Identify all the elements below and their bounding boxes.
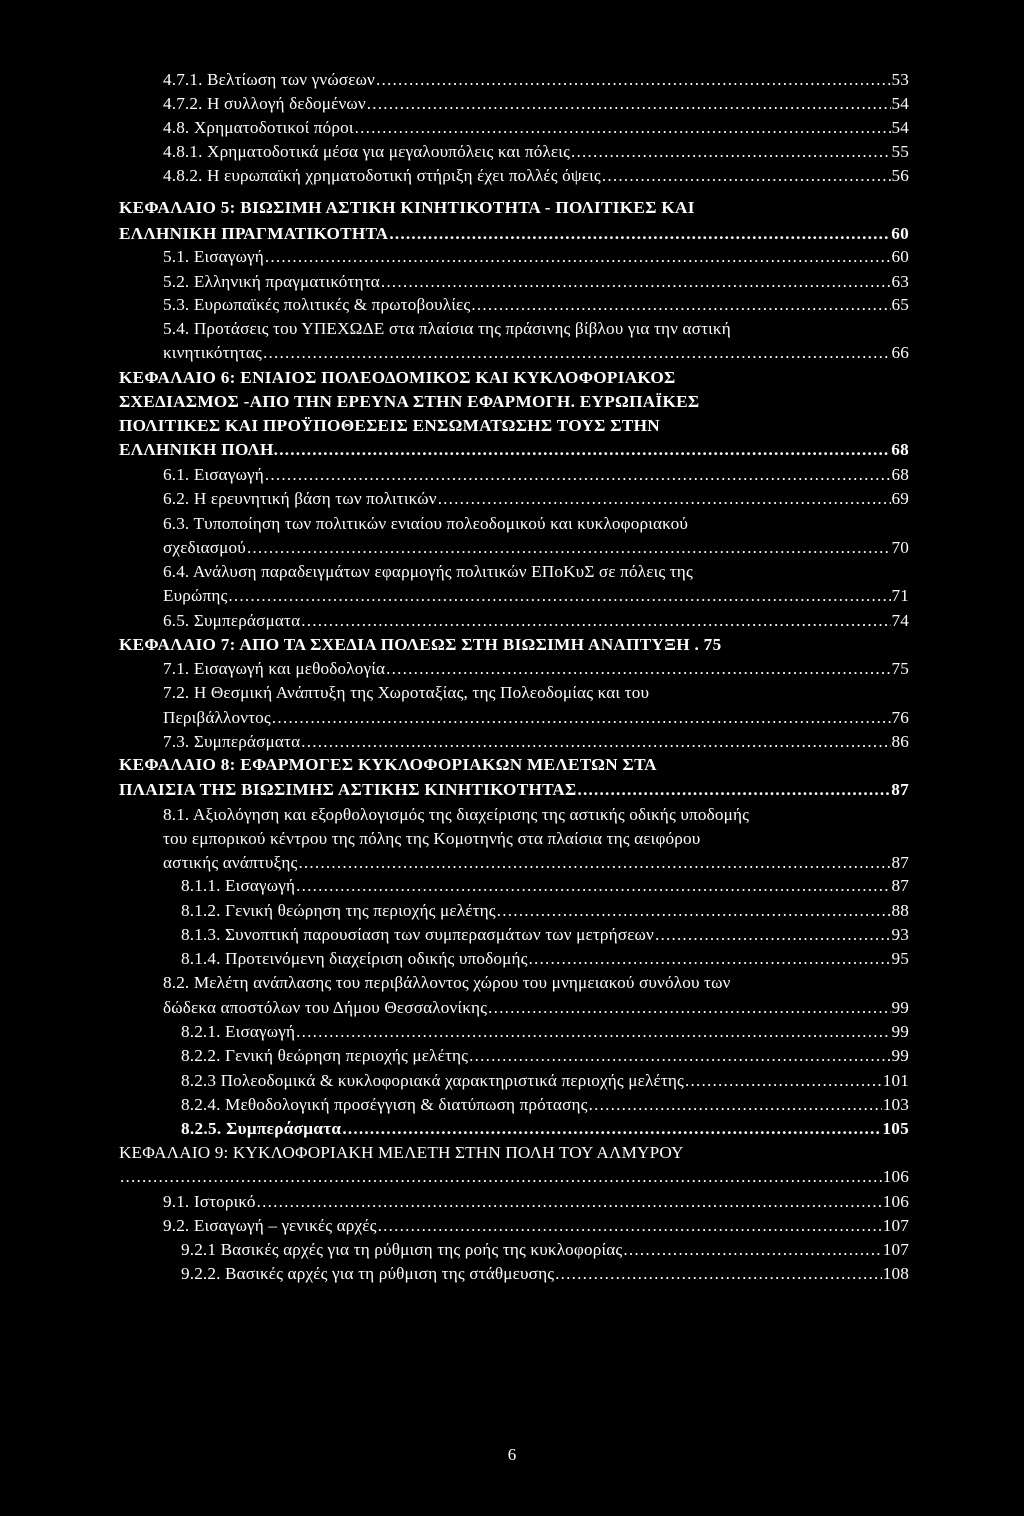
toc-entry-page: 68 (891, 440, 909, 459)
toc-entry-page: 75 (891, 659, 909, 678)
toc-entry-page: 86 (891, 732, 909, 751)
toc-entry-page: 106 (882, 1167, 909, 1186)
toc-entry-title: 8.1.2. Γενική θεώρηση της περιοχής μελέτης (181, 901, 496, 920)
toc-leader-dots (386, 657, 890, 681)
toc-entry-title: 7.3. Συμπεράσματα (163, 732, 301, 751)
toc-leader-dots (471, 293, 890, 317)
toc-entry-title: 7.1. Εισαγωγή και μεθοδολογία (163, 659, 386, 678)
toc-leader-dots (279, 438, 890, 462)
toc-entry-title: κινητικότητας (163, 343, 263, 362)
toc-entry-page: 63 (891, 272, 909, 291)
toc-entry-title: ΚΕΦΑΛΑΙΟ 7: ΑΠΟ ΤΑ ΣΧΕΔΙΑ ΠΟΛΕΩΣ ΣΤΗ ΒΙΩΣΙΜΗ ΑΝΑΠΤΥΞΗ . 75 (119, 635, 722, 654)
toc-entry-page: 99 (891, 998, 909, 1017)
toc-entry-page: 88 (891, 901, 909, 920)
toc-leader-dots (272, 706, 891, 730)
toc-leader-dots (378, 1214, 882, 1238)
toc-entry-title: Περιβάλλοντος (163, 708, 271, 727)
toc-entry-page: 76 (891, 708, 909, 727)
toc-entry-title: 8.2.1. Εισαγωγή (181, 1022, 296, 1041)
toc-entry-title: 5.4. Προτάσεις του ΥΠΕΧΩΔΕ στα πλαίσια της πράσινης βίβλου για την αστική (163, 319, 731, 338)
toc-entry-page: 105 (882, 1119, 909, 1138)
toc-entry-page: 87 (891, 853, 909, 872)
toc-leader-dots (381, 270, 891, 294)
toc-entry-page: 70 (891, 538, 909, 557)
toc-leader-dots (488, 996, 890, 1020)
toc-entry-title: 4.8.2. Η ευρωπαϊκή χρηματοδοτική στήριξη έχει πολλές όψεις (163, 166, 601, 185)
toc-entry-page: 60 (891, 247, 909, 266)
toc-entry-page: 99 (891, 1022, 909, 1041)
toc-entry-title: ΚΕΦΑΛΑΙΟ 6: ΕΝΙΑΙΟΣ ΠΟΛΕΟΔΟΜΙΚΟΣ ΚΑΙ ΚΥΚΛΟΦΟΡΙΑΚΟΣ (119, 368, 676, 387)
toc-entry-title: 6.5. Συμπεράσματα (163, 611, 301, 630)
toc-entry-page: 93 (891, 925, 909, 944)
toc-entry-page: 95 (891, 949, 909, 968)
toc-entry-title: 8.2.3 Πολεοδομικά & κυκλοφοριακά χαρακτηριστικά περιοχής μελέτης (181, 1071, 685, 1090)
toc-leader-dots (263, 341, 890, 365)
toc-entry-page: 68 (891, 465, 909, 484)
toc-entry-title: αστικής ανάπτυξης (163, 853, 298, 872)
toc-leader-dots (301, 609, 890, 633)
toc-leader-dots (298, 851, 890, 875)
toc-leader-dots (228, 584, 890, 608)
toc-leader-dots (389, 222, 890, 246)
toc-leader-dots (257, 1190, 882, 1214)
toc-entry-page: 87 (891, 876, 909, 895)
toc-leader-dots (589, 1093, 882, 1117)
toc-entry-title: Ευρώπης (163, 586, 228, 605)
toc-entry-page: 60 (891, 224, 909, 243)
toc-entry-page: 103 (882, 1095, 909, 1114)
toc-leader-dots (555, 1262, 882, 1286)
toc-entry-title: 8.2. Μελέτη ανάπλασης του περιβάλλοντος χώρου του μνημειακού συνόλου των (163, 973, 731, 992)
toc-entry-page: 108 (882, 1264, 909, 1283)
toc-entry-title: 9.2.1 Βασικές αρχές για τη ρύθμιση της ροής της κυκλοφορίας (181, 1240, 623, 1259)
toc-entry-title: 5.1. Εισαγωγή (163, 247, 264, 266)
toc-entry-page: 65 (891, 295, 909, 314)
toc-entry-page: 99 (891, 1046, 909, 1065)
toc-entry-title: 8.2.2. Γενική θεώρηση περιοχής μελέτης (181, 1046, 469, 1065)
toc-leader-dots (438, 487, 891, 511)
toc-leader-dots (355, 116, 891, 140)
toc-entry-title: 9.2. Εισαγωγή – γενικές αρχές (163, 1216, 377, 1235)
toc-entry-title: 4.7.1. Βελτίωση των γνώσεων (163, 70, 375, 89)
toc-entry-title: 5.3. Ευρωπαϊκές πολιτικές & πρωτοβουλίες (163, 295, 471, 314)
toc-leader-dots (469, 1044, 890, 1068)
toc-leader-dots (685, 1069, 882, 1093)
toc-entry-page: 54 (891, 94, 909, 113)
toc-entry-page: 87 (891, 780, 909, 799)
toc-entry-title: 8.1. Αξιολόγηση και εξορθολογισμός της διαχείρισης της αστικής οδικής υποδομής (163, 805, 750, 824)
toc-entry-title: 8.1.4. Προτεινόμενη διαχείριση οδικής υποδομής (181, 949, 528, 968)
toc-entry-title: 6.1. Εισαγωγή (163, 465, 264, 484)
toc-entry-title: σχεδιασμού (163, 538, 246, 557)
toc-entry-title: ΚΕΦΑΛΑΙΟ 8: ΕΦΑΡΜΟΓΕΣ ΚΥΚΛΟΦΟΡΙΑΚΩΝ ΜΕΛΕΤΩΝ ΣΤΑ (119, 755, 657, 774)
toc-leader-dots (529, 947, 891, 971)
toc-leader-dots (296, 1020, 890, 1044)
toc-leader-dots (301, 730, 890, 754)
toc-entry-title: 9.1. Ιστορικό (163, 1192, 256, 1211)
toc-entry-page: 54 (891, 118, 909, 137)
toc-entry-title: 6.4. Ανάλυση παραδειγμάτων εφαρμογής πολιτικών ΕΠοΚυΣ σε πόλεις της (163, 562, 693, 581)
toc-entry-page: 107 (882, 1240, 909, 1259)
toc-entry-title: ΕΛΛΗΝΙΚΗ ΠΟΛΗ. (119, 440, 279, 459)
toc-entry-page: 101 (882, 1071, 909, 1090)
toc-entry-title: του εμπορικού κέντρου της πόλης της Κομοτηνής στα πλαίσια της αειφόρου (163, 829, 701, 848)
toc-entry-title: 4.8.1. Χρηματοδοτικά μέσα για μεγαλουπόλεις και πόλεις (163, 142, 571, 161)
page-number: 6 (507, 1445, 517, 1464)
toc-leader-dots (342, 1117, 881, 1141)
toc-entry-title: 6.3. Τυποποίηση των πολιτικών ενιαίου πολεοδομικού και κυκλοφοριακού (163, 514, 688, 533)
toc-entry-title: 8.1.1. Εισαγωγή (181, 876, 296, 895)
toc-entry-page: 74 (891, 611, 909, 630)
toc-entry-page: 106 (882, 1192, 909, 1211)
toc-leader-dots (602, 164, 891, 188)
toc-entry-page: 107 (882, 1216, 909, 1235)
toc-leader-dots (247, 536, 891, 560)
toc-entry-title: 9.2.2. Βασικές αρχές για τη ρύθμιση της στάθμευσης (181, 1264, 555, 1283)
toc-entry-title: 4.8. Χρηματοδοτικοί πόροι (163, 118, 354, 137)
toc-leader-dots (265, 463, 891, 487)
toc-leader-dots (571, 140, 890, 164)
toc-entry-title: ΠΛΑΙΣΙΑ ΤΗΣ ΒΙΩΣΙΜΗΣ ΑΣΤΙΚΗΣ ΚΙΝΗΤΙΚΟΤΗΤΑΣ (119, 780, 577, 799)
toc-leader-dots (265, 245, 891, 269)
toc-entry-title: 5.2. Ελληνική πραγματικότητα (163, 272, 380, 291)
toc-leader-dots (578, 778, 891, 802)
toc-entry-page: 56 (891, 166, 909, 185)
toc-entry-title: ΚΕΦΑΛΑΙΟ 9: ΚΥΚΛΟΦΟΡΙΑΚΗ ΜΕΛΕΤΗ ΣΤΗΝ ΠΟΛΗ ΤΟΥ ΑΛΜΥΡΟΥ (119, 1143, 684, 1162)
toc-entry-title: ΠΟΛΙΤΙΚΕΣ ΚΑΙ ΠΡΟΫΠΟΘΕΣΕΙΣ ΕΝΣΩΜΑΤΩΣΗΣ ΤΟΥΣ ΣΤΗΝ (119, 416, 660, 435)
toc-entry-title: δώδεκα αποστόλων του Δήμου Θεσσαλονίκης (163, 998, 488, 1017)
toc-entry-page: 69 (891, 489, 909, 508)
toc-entry-page: 71 (891, 586, 909, 605)
toc-entry-page: 53 (891, 70, 909, 89)
toc-entry-title: ΕΛΛΗΝΙΚΗ ΠΡΑΓΜΑΤΙΚΟΤΗΤΑ (119, 224, 389, 243)
toc-entry-title: 7.2. Η Θεσμική Ανάπτυξη της Χωροταξίας, της Πολεοδομίας και του (163, 683, 650, 702)
toc-leader-dots (376, 68, 891, 92)
toc-leader-dots (623, 1238, 881, 1262)
toc-leader-dots (655, 923, 891, 947)
toc-entry-title: ΣΧΕΔΙΑΣΜΟΣ -ΑΠΟ ΤΗΝ ΕΡΕΥΝΑ ΣΤΗΝ ΕΦΑΡΜΟΓΗ. ΕΥΡΩΠΑΪΚΕΣ (119, 392, 700, 411)
toc-leader-dots (497, 899, 891, 923)
toc-entry-title: 8.2.5. Συμπεράσματα (181, 1119, 342, 1138)
toc-entry-title: 6.2. Η ερευνητική βάση των πολιτικών (163, 489, 437, 508)
toc-entry-title: 8.1.3. Συνοπτική παρουσίαση των συμπερασμάτων των μετρήσεων (181, 925, 654, 944)
toc-entry-title: ΚΕΦΑΛΑΙΟ 5: ΒΙΩΣΙΜΗ ΑΣΤΙΚΗ ΚΙΝΗΤΙΚΟΤΗΤΑ - ΠΟΛΙΤΙΚΕΣ ΚΑΙ (119, 198, 695, 217)
toc-entry-page: 55 (891, 142, 909, 161)
toc-leader-dots (120, 1165, 882, 1189)
toc-entry-title: 8.2.4. Μεθοδολογική προσέγγιση & διατύπωση πρότασης (181, 1095, 588, 1114)
toc-leader-dots (367, 92, 891, 116)
toc-entry-title: 4.7.2. Η συλλογή δεδομένων (163, 94, 366, 113)
toc-entry-page: 66 (891, 343, 909, 362)
toc-leader-dots (296, 874, 890, 898)
